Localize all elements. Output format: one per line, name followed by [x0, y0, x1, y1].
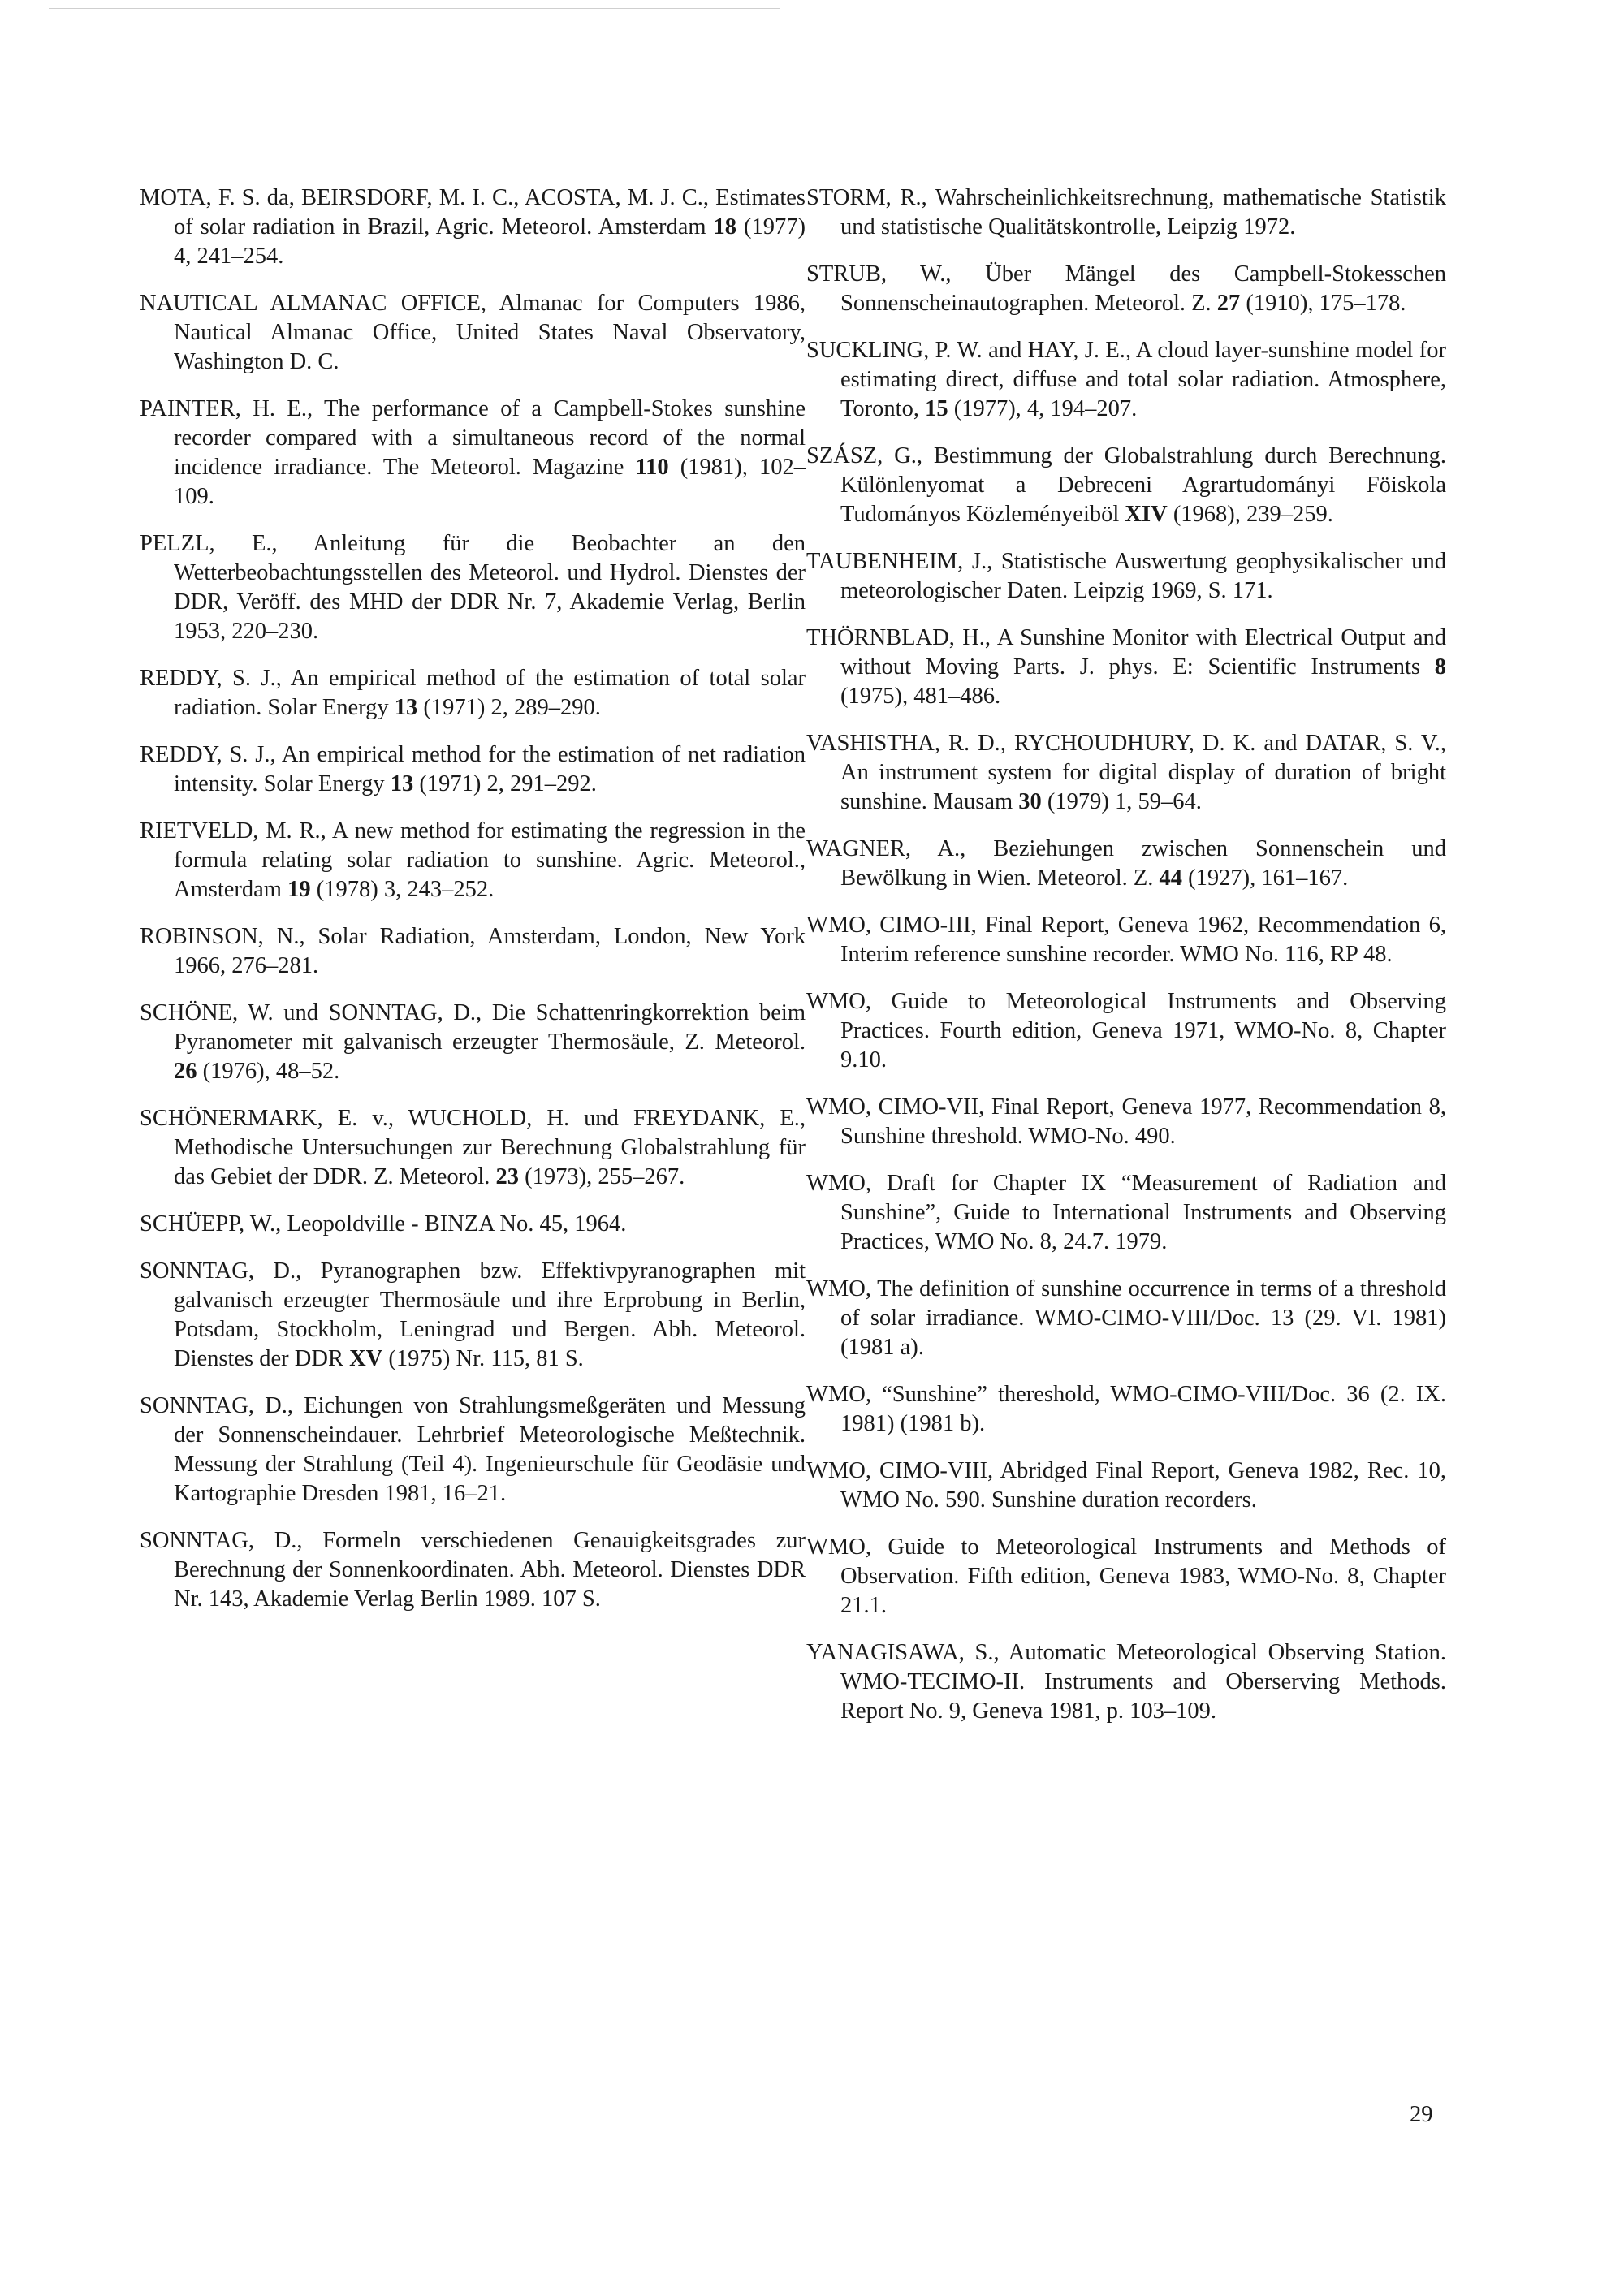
- volume-number: 19: [287, 877, 311, 902]
- reference-entry: [806, 1638, 1446, 1726]
- reference-entry: [806, 1169, 1446, 1257]
- reference-text: (1976), 48–52.: [197, 1059, 340, 1084]
- reference-text: SCHÜEPP, W., Leopoldville - BINZA No. 45, 1964.: [140, 1211, 627, 1236]
- reference-entry: [806, 442, 1446, 529]
- reference-entry: [140, 1257, 806, 1374]
- reference-text: MOTA, F. S. da, BEIRSDORF, M. I. C., ACOSTA, M. J. C., Estimates of solar radiation in Brazil, Agric. Meteorol. Amsterdam: [140, 185, 806, 240]
- reference-entry: [140, 999, 806, 1086]
- volume-number: 13: [394, 695, 418, 720]
- reference-entry: [140, 1392, 806, 1508]
- reference-entry: [140, 183, 806, 271]
- reference-text: ROBINSON, N., Solar Radiation, Amsterdam, London, New York 1966, 276–281.: [140, 924, 806, 978]
- reference-text: YANAGISAWA, S., Automatic Meteorological Observing Station. WMO-TECIMO-II. Instruments and Oberserving Methods. Report No. 9, Geneva 1981, p. 103–109.: [806, 1640, 1446, 1724]
- reference-text: SUCKLING, P. W. and HAY, J. E., A cloud layer-sunshine model for estimating direct, diffuse and total solar radiation. Atmosphere, Toronto,: [806, 338, 1446, 421]
- reference-entry: [140, 289, 806, 377]
- reference-text: SONNTAG, D., Pyranographen bzw. Effektivpyranographen mit galvanisch erzeugter Thermosäule und ihre Erprobung in Berlin, Potsdam, Stockholm, Leningrad und Bergen. Abh. Meteorol. Dienstes der DDR: [140, 1258, 806, 1371]
- reference-entry: [140, 740, 806, 799]
- reference-entry: [806, 260, 1446, 318]
- reference-text: PELZL, E., Anleitung für die Beobachter an den Wetterbeobachtungsstellen des Meteorol. und Hydrol. Dienstes der DDR, Veröff. des MHD der DDR Nr. 7, Akademie Verlag, Berlin 1953, 220–230.: [140, 531, 806, 644]
- reference-text: REDDY, S. J., An empirical method of the estimation of total solar radiation. Solar Energy: [140, 666, 806, 720]
- reference-text: WMO, “Sunshine” thereshold, WMO-CIMO-VIII/Doc. 36 (2. IX. 1981) (1981 b).: [806, 1382, 1446, 1436]
- reference-text: (1968), 239–259.: [1167, 502, 1333, 527]
- reference-text: (1927), 161–167.: [1182, 865, 1349, 891]
- reference-text: REDDY, S. J., An empirical method for the estimation of net radiation intensity. Solar Energy: [140, 742, 806, 796]
- volume-number: 110: [635, 455, 669, 480]
- volume-number: 23: [495, 1164, 520, 1189]
- references-column-right: [806, 183, 1446, 1744]
- reference-text: (1981), 102–109.: [174, 455, 806, 509]
- reference-text: (1978) 3, 243–252.: [310, 877, 495, 902]
- reference-text: NAUTICAL ALMANAC OFFICE, Almanac for Computers 1986, Nautical Almanac Office, United States Naval Observatory, Washington D. C.: [140, 291, 806, 374]
- reference-text: SZÁSZ, G., Bestimmung der Globalstrahlung durch Berechnung. Különlenyomat a Debreceni Agrartudományi Föiskola Tudományos Közleményeiböl: [806, 443, 1446, 527]
- reference-text: (1975) Nr. 115, 81 S.: [382, 1346, 584, 1371]
- reference-text: SONNTAG, D., Formeln verschiedenen Genauigkeitsgrades zur Berechnung der Sonnenkoordinaten. Abh. Meteorol. Dienstes DDR Nr. 143, Akademie Verlag Berlin 1989. 107 S.: [140, 1528, 806, 1612]
- volume-number: 30: [1018, 789, 1042, 814]
- reference-text: WAGNER, A., Beziehungen zwischen Sonnenschein und Bewölkung in Wien. Meteorol. Z.: [806, 836, 1446, 891]
- reference-text: (1979) 1, 59–64.: [1041, 789, 1202, 814]
- reference-text: WMO, Guide to Meteorological Instruments and Methods of Observation. Fifth edition, Geneva 1983, WMO-No. 8, Chapter 21.1.: [806, 1534, 1446, 1618]
- reference-text: STORM, R., Wahrscheinlichkeitsrechnung, mathematische Statistik und statistische Qualitätskontrolle, Leipzig 1972.: [806, 185, 1446, 240]
- scan-edge-top: [49, 8, 780, 9]
- reference-text: (1975), 481–486.: [840, 684, 1001, 709]
- references-column-left: [140, 183, 806, 1632]
- reference-entry: [806, 1457, 1446, 1515]
- volume-number: XV: [349, 1346, 383, 1371]
- reference-text: SCHÖNERMARK, E. v., WUCHOLD, H. und FREYDANK, E., Methodische Untersuchungen zur Berechnung Globalstrahlung für das Gebiet der DDR. Z. Meteorol.: [140, 1106, 806, 1189]
- reference-text: WMO, CIMO-VII, Final Report, Geneva 1977, Recommendation 8, Sunshine threshold. WMO-No. 490.: [806, 1094, 1446, 1149]
- reference-text: (1977), 4, 194–207.: [948, 396, 1138, 421]
- volume-number: 44: [1159, 865, 1183, 891]
- reference-text: SCHÖNE, W. und SONNTAG, D., Die Schattenringkorrektion beim Pyranometer mit galvanisch erzeugter Thermosäule, Z. Meteorol.: [140, 1000, 806, 1055]
- reference-text: WMO, The definition of sunshine occurrence in terms of a threshold of solar irradiance. WMO-CIMO-VIII/Doc. 13 (29. VI. 1981) (1981 a).: [806, 1276, 1446, 1360]
- reference-entry: [806, 1380, 1446, 1439]
- reference-text: (1971) 2, 289–290.: [417, 695, 601, 720]
- reference-text: WMO, Guide to Meteorological Instruments and Observing Practices. Fourth edition, Geneva 1971, WMO-No. 8, Chapter 9.10.: [806, 989, 1446, 1072]
- reference-entry: [806, 1533, 1446, 1621]
- volume-number: 15: [925, 396, 948, 421]
- reference-entry: [140, 1526, 806, 1614]
- reference-text: (1977) 4, 241–254.: [174, 214, 806, 269]
- reference-entry: [806, 729, 1446, 817]
- reference-entry: [140, 922, 806, 981]
- reference-entry: [806, 183, 1446, 242]
- reference-entry: [140, 395, 806, 511]
- reference-entry: [806, 911, 1446, 969]
- reference-text: WMO, Draft for Chapter IX “Measurement of Radiation and Sunshine”, Guide to International Instruments and Observing Practices, WMO No. 8, 24.7. 1979.: [806, 1171, 1446, 1254]
- reference-text: (1910), 175–178.: [1240, 291, 1406, 316]
- reference-entry: [806, 987, 1446, 1075]
- reference-entry: [806, 336, 1446, 424]
- volume-number: 13: [390, 771, 414, 796]
- reference-entry: [140, 1104, 806, 1192]
- volume-number: 18: [713, 214, 737, 240]
- reference-text: VASHISTHA, R. D., RYCHOUDHURY, D. K. and DATAR, S. V., An instrument system for digital display of duration of bright sunshine. Mausam: [806, 731, 1446, 814]
- volume-number: 26: [174, 1059, 197, 1084]
- reference-entry: [140, 664, 806, 723]
- volume-number: 8: [1434, 654, 1446, 680]
- reference-text: SONNTAG, D., Eichungen von Strahlungsmeßgeräten und Messung der Sonnenscheindauer. Lehrbrief Meteorologische Meßtechnik. Messung der Strahlung (Teil 4). Ingenieurschule für Geodäsie und Kartographie Dresden 1981, 16–21.: [140, 1393, 806, 1506]
- reference-entry: [140, 529, 806, 646]
- reference-text: STRUB, W., Über Mängel des Campbell-Stokesschen Sonnenscheinautographen. Meteorol. Z.: [806, 261, 1446, 316]
- reference-entry: [806, 835, 1446, 893]
- reference-entry: [140, 817, 806, 904]
- reference-text: RIETVELD, M. R., A new method for estimating the regression in the formula relating solar radiation to sunshine. Agric. Meteorol., Amsterdam: [140, 818, 806, 902]
- reference-text: TAUBENHEIM, J., Statistische Auswertung geophysikalischer und meteorologischer Daten. Leipzig 1969, S. 171.: [806, 549, 1446, 603]
- reference-text: (1971) 2, 291–292.: [413, 771, 597, 796]
- volume-number: 27: [1216, 291, 1241, 316]
- reference-text: PAINTER, H. E., The performance of a Campbell-Stokes sunshine recorder compared with a simultaneous record of the normal incidence irradiance. The Meteorol. Magazine: [140, 396, 806, 480]
- reference-text: THÖRNBLAD, H., A Sunshine Monitor with Electrical Output and without Moving Parts. J. phys. E: Scientific Instruments: [806, 625, 1446, 680]
- reference-entry: [140, 1210, 806, 1239]
- reference-text: WMO, CIMO-VIII, Abridged Final Report, Geneva 1982, Rec. 10, WMO No. 590. Sunshine duration recorders.: [806, 1458, 1446, 1513]
- reference-text: (1973), 255–267.: [519, 1164, 685, 1189]
- page-number: 29: [1410, 2102, 1433, 2127]
- volume-number: XIV: [1125, 502, 1168, 527]
- reference-text: WMO, CIMO-III, Final Report, Geneva 1962, Recommendation 6, Interim reference sunshine recorder. WMO No. 116, RP 48.: [806, 913, 1446, 967]
- reference-entry: [806, 624, 1446, 711]
- reference-entry: [806, 547, 1446, 606]
- reference-entry: [806, 1275, 1446, 1362]
- reference-entry: [806, 1093, 1446, 1151]
